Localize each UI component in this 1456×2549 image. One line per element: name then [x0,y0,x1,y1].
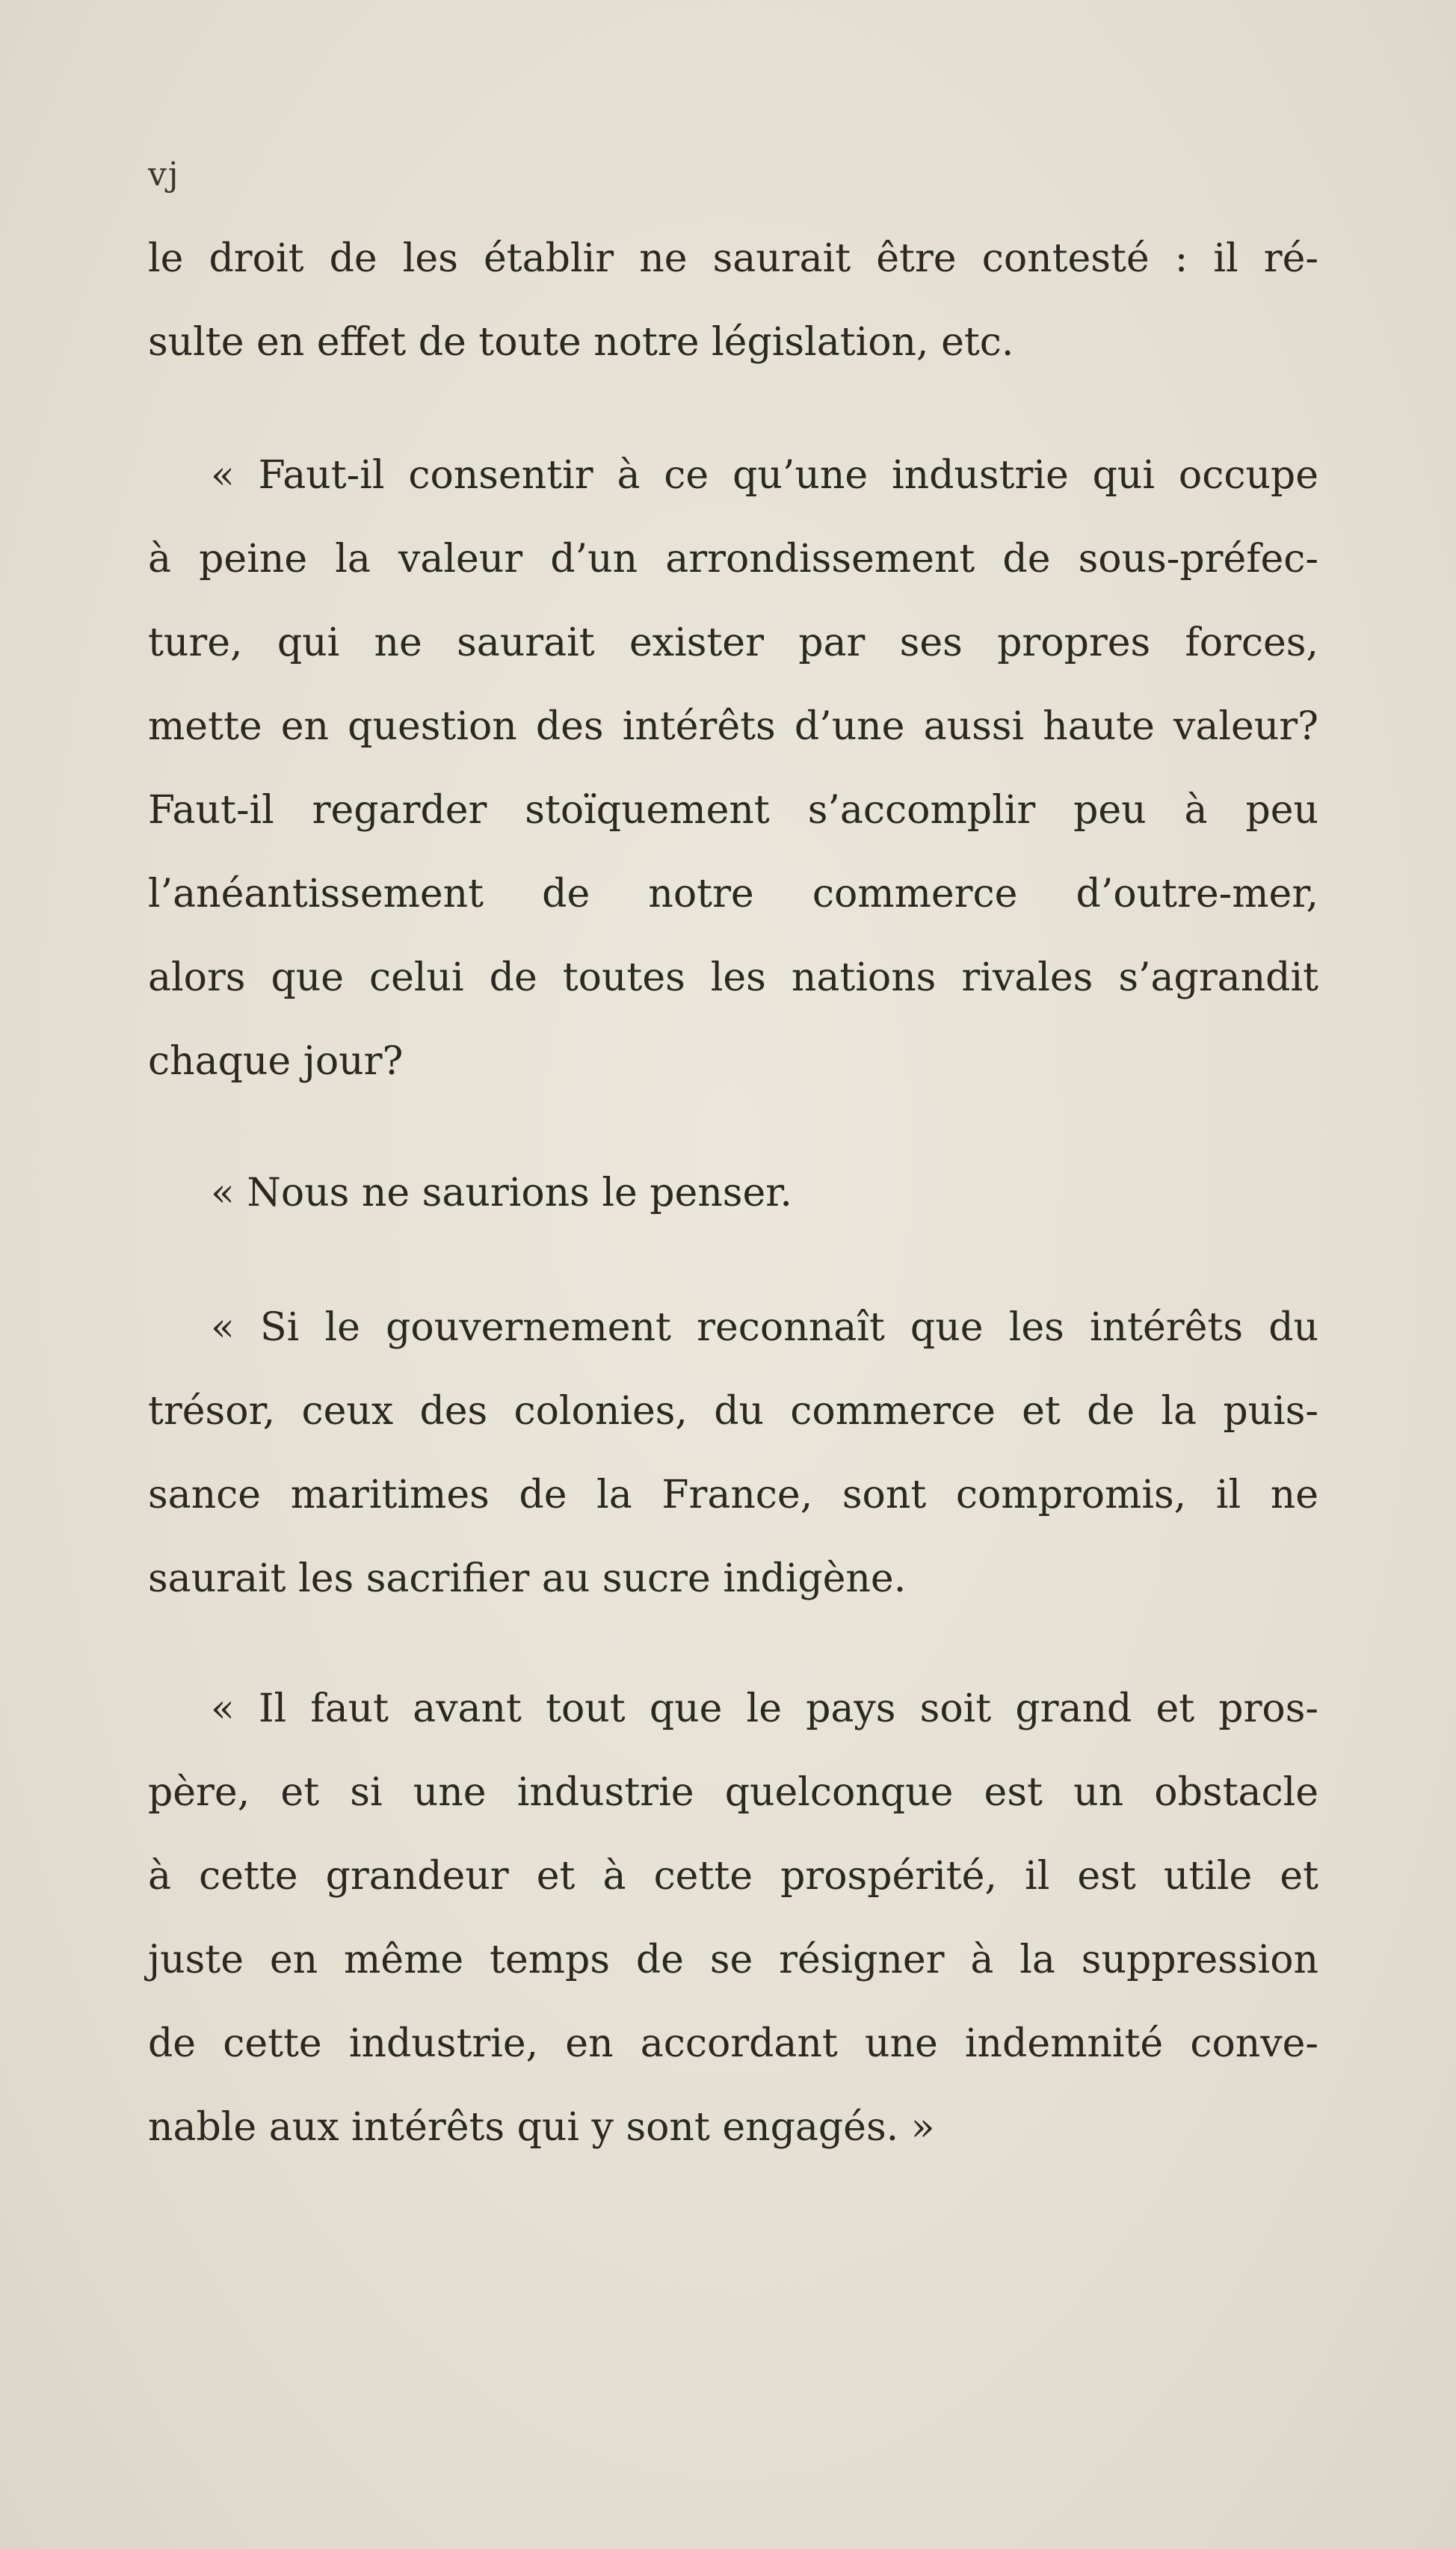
text-line: « Nous ne saurions le penser. [211,1171,792,1215]
text-line: « Si le gouvernement reconnaît que les intérêts du [211,1305,1318,1350]
text-line: père, et si une industrie quelconque est un obstacle [148,1770,1318,1815]
text-line: saurait les sacrifier au sucre indigène. [148,1556,907,1601]
text-line: chaque jour? [148,1039,404,1084]
text-line: mette en question des intérêts d’une aussi haute valeur? [148,704,1318,749]
text-line: le droit de les établir ne saurait être contesté : il ré- [148,236,1318,281]
page-number: vj [148,155,180,194]
text-line: à cette grandeur et à cette prospérité, il est utile et [148,1854,1318,1899]
text-line: nable aux intérêts qui y sont engagés. » [148,2105,935,2150]
text-line: sance maritimes de la France, sont compromis, il ne [148,1473,1318,1517]
text-line: juste en même temps de se résigner à la suppression [148,1938,1318,1982]
paragraph-5 [148,1667,1318,2169]
text-line: trésor, ceux des colonies, du commerce et de la puis- [148,1389,1318,1434]
text-line: alors que celui de toutes les nations rivales s’agrandit [148,955,1318,1000]
paragraph-4 [148,1286,1318,1621]
text-line: « Il faut avant tout que le pays soit grand et pros- [211,1686,1318,1731]
text-line: sulte en effet de toute notre législation, etc. [148,320,1014,365]
text-line: ture, qui ne saurait exister par ses propres forces, [148,620,1318,665]
text-line: de cette industrie, en accordant une indemnité conve- [148,2021,1318,2066]
text-line: à peine la valeur d’un arrondissement de sous-préfec- [148,537,1318,582]
paragraph-3 [148,1151,1318,1235]
paragraph-1 [148,217,1318,384]
text-line: Faut-il regarder stoïquement s’accomplir peu à peu [148,788,1318,833]
paragraph-2 [148,434,1318,1103]
text-line: l’anéantissement de notre commerce d’outre-mer, [148,872,1318,916]
text-line: « Faut-il consentir à ce qu’une industrie qui occupe [211,453,1318,498]
